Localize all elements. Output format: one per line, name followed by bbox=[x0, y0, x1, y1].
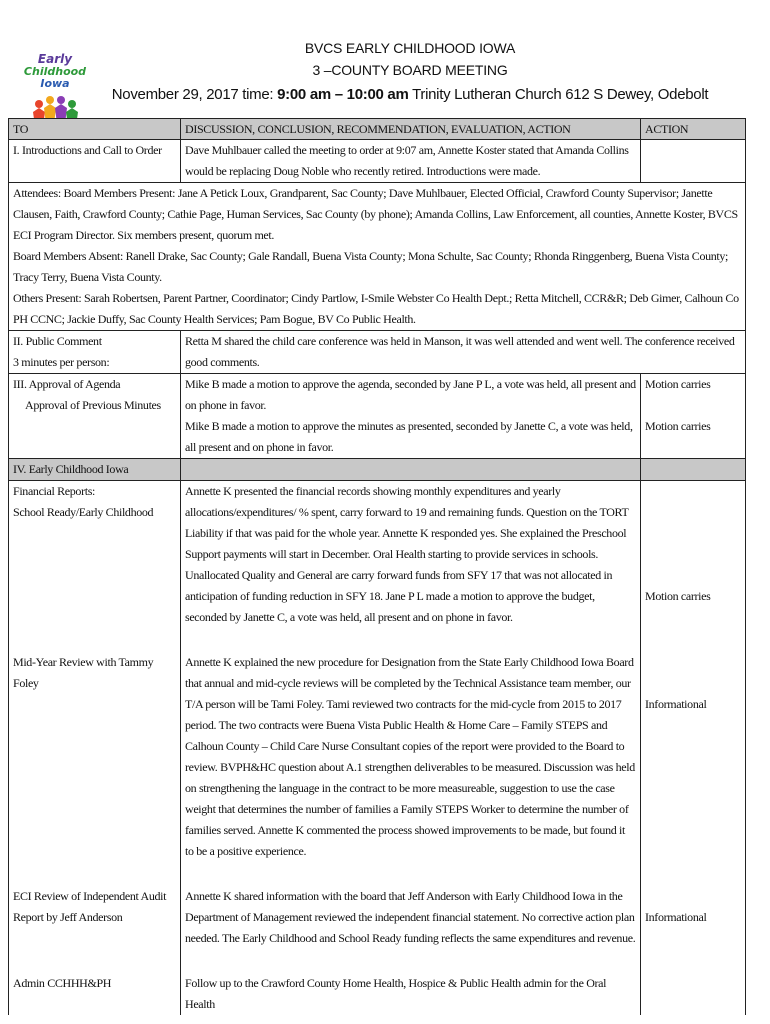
date-text: November 29, 2017 time: bbox=[111, 86, 278, 103]
financial-topic bbox=[9, 481, 181, 629]
attendees-cell bbox=[9, 183, 746, 331]
intro-action bbox=[641, 140, 746, 183]
approval-discussion bbox=[181, 374, 641, 459]
midyear-discussion: Annette K explained the new procedure for Designation from the State Early Childhood Iowa Board that annual and mid-cycle reviews will be completed by the Technical Assistance team member, our T/A person will be Tami Foley. Tami reviewed two contracts for the mid-cycle from 2015 to 2017 period. The two contracts were Buena Vista Public Health & Home Care – Family STEPS and Calhoun County – Child Care Nurse Consultant copies of the report were provided to the Board to review. BVPH&HC question about A.1 strengthen deliverables to be measured. Discussion was held on strengthening the language in the contract to be more measureable, suggestion to use the case weight that determines the number of families a Family STEPS Worker to determine the number of families served. Annette K commented the process showed improvements to be made, but found it to be a positive experience. bbox=[181, 652, 641, 862]
table-header-row bbox=[9, 119, 746, 140]
table-row bbox=[9, 973, 746, 1015]
approval-action-minutes: Motion carries bbox=[645, 419, 711, 433]
spacer-cell bbox=[641, 628, 746, 652]
spacer-cell bbox=[9, 949, 181, 973]
table-row bbox=[9, 652, 746, 862]
section4-title: IV. Early Childhood Iowa bbox=[9, 459, 181, 481]
spacer-cell bbox=[181, 862, 641, 886]
table-row bbox=[9, 140, 746, 183]
meeting-datetime-location bbox=[100, 86, 720, 103]
logo-word-childhood: Childhood bbox=[23, 65, 87, 78]
spacer-cell bbox=[641, 949, 746, 973]
table-row-attendees bbox=[9, 183, 746, 331]
attendees-present: Attendees: Board Members Present: Jane A Petick Loux, Grandparent, Sac County; Dave Muhlbauer, Elected Official, Crawford County Supervisor; Janette Clausen, Faith, Crawford County; Cathie Page, Human Services, Sac County (by phone); Amanda Collins, Law Enforcement, all counties, Annette Koster, BVCS ECI Program Director. Six members present, quorum met. bbox=[13, 186, 738, 242]
eci-review-discussion: Annette K shared information with the board that Jeff Anderson with Early Childhood Iowa in the Department of Management reviewed the independent financial statement. No corrective action plan needed. The Early Childhood and School Ready funding reflects the same expenditures and revenue. bbox=[181, 886, 641, 949]
spacer-row bbox=[9, 862, 746, 886]
approval-topic-agenda: III. Approval of Agenda bbox=[13, 377, 121, 391]
time-text: 9:00 am – 10:00 am bbox=[277, 86, 409, 103]
admin-action bbox=[641, 973, 746, 1015]
public-comment-topic bbox=[9, 331, 181, 374]
table-row bbox=[9, 886, 746, 949]
intro-topic: I. Introductions and Call to Order bbox=[9, 140, 181, 183]
col-header-discussion: DISCUSSION, CONCLUSION, RECOMMENDATION, EVALUATION, ACTION bbox=[181, 119, 641, 140]
approval-action bbox=[641, 374, 746, 459]
public-comment-topic-line2: 3 minutes per person: bbox=[13, 355, 110, 369]
midyear-action: Informational bbox=[641, 652, 746, 862]
eci-review-action: Informational bbox=[641, 886, 746, 949]
table-row bbox=[9, 374, 746, 459]
spacer-cell bbox=[9, 628, 181, 652]
approval-action-agenda: Motion carries bbox=[645, 377, 711, 391]
eci-review-topic: ECI Review of Independent Audit Report by Jeff Anderson bbox=[9, 886, 181, 949]
spacer-row bbox=[9, 949, 746, 973]
financial-topic-line1: Financial Reports: bbox=[13, 484, 96, 498]
admin-topic: Admin CCHHH&PH bbox=[9, 973, 181, 1015]
public-comment-discussion: Retta M shared the child care conference was held in Manson, it was well attended and went well. The conference received good comments. bbox=[181, 331, 746, 374]
attendees-absent: Board Members Absent: Ranell Drake, Sac County; Gale Randall, Buena Vista County; Mona Schulte, Sac County; Rhonda Ringgenberg, Buena Vista County; Tracy Terry, Buena Vista County. bbox=[13, 249, 729, 284]
section-header-row bbox=[9, 459, 746, 481]
financial-topic-line2: School Ready/Early Childhood bbox=[13, 505, 154, 519]
intro-discussion: Dave Muhlbauer called the meeting to order at 9:07 am, Annette Koster stated that Amanda Collins would be replacing Doug Noble who recently retired. Introductions were made. bbox=[181, 140, 641, 183]
approval-discussion-agenda: Mike B made a motion to approve the agenda, seconded by Jane P L, a vote was held, all present and on phone in favor. bbox=[185, 377, 636, 412]
col-header-action: ACTION bbox=[641, 119, 746, 140]
minutes-table bbox=[8, 118, 746, 1015]
financial-action: Motion carries bbox=[641, 481, 746, 629]
spacer-row bbox=[9, 628, 746, 652]
spacer-cell bbox=[641, 862, 746, 886]
spacer-cell bbox=[9, 862, 181, 886]
approval-topic-minutes: Approval of Previous Minutes bbox=[25, 398, 161, 412]
approval-topic bbox=[9, 374, 181, 459]
approval-discussion-minutes: Mike B made a motion to approve the minutes as presented, seconded by Janette C, a vote was held, all present and on phone in favor. bbox=[185, 419, 633, 454]
spacer-cell bbox=[181, 628, 641, 652]
section4-discussion bbox=[181, 459, 641, 481]
table-row bbox=[9, 481, 746, 629]
location-text: Trinity Lutheran Church 612 S Dewey, Odebolt bbox=[408, 86, 709, 103]
logo-word-iowa: Iowa bbox=[40, 77, 70, 90]
table-row bbox=[9, 331, 746, 374]
public-comment-topic-line1: II. Public Comment bbox=[13, 334, 102, 348]
section4-action bbox=[641, 459, 746, 481]
logo-word-early: Early bbox=[37, 52, 73, 66]
meeting-title: 3 –COUNTY BOARD MEETING bbox=[312, 62, 508, 78]
col-header-topic: TO bbox=[9, 119, 181, 140]
attendees-others: Others Present: Sarah Robertsen, Parent Partner, Coordinator; Cindy Partlow, I-Smile Webster Co Health Dept.; Retta Mitchell, CCR&R; Deb Gimer, Calhoun Co PH CCNC; Jackie Duffy, Sac County Health Services; Pam Bogue, BV Co Public Health. bbox=[13, 291, 739, 326]
admin-discussion: Follow up to the Crawford County Home Health, Hospice & Public Health admin for the Oral Health bbox=[181, 973, 641, 1015]
spacer-cell bbox=[181, 949, 641, 973]
midyear-topic: Mid-Year Review with Tammy Foley bbox=[9, 652, 181, 862]
financial-discussion: Annette K presented the financial records showing monthly expenditures and yearly allocations/expenditures/ % spent, carry forward to 19 and remaining funds. Question on the TORT Liability if that was paid for the whole year. Annette K responded yes. She explained the Preschool Support payments will start in December. Oral Health starting to provide services in schools. Unallocated Quality and General are carry forward funds from SFY 17 that was not allocated in anticipation of funding reduction in SFY 18. Jane P L made a motion to approve the budget, seconded by Janette C, a vote was held, all present and on phone in favor. bbox=[181, 481, 641, 629]
org-title: BVCS EARLY CHILDHOOD IOWA bbox=[304, 40, 516, 56]
